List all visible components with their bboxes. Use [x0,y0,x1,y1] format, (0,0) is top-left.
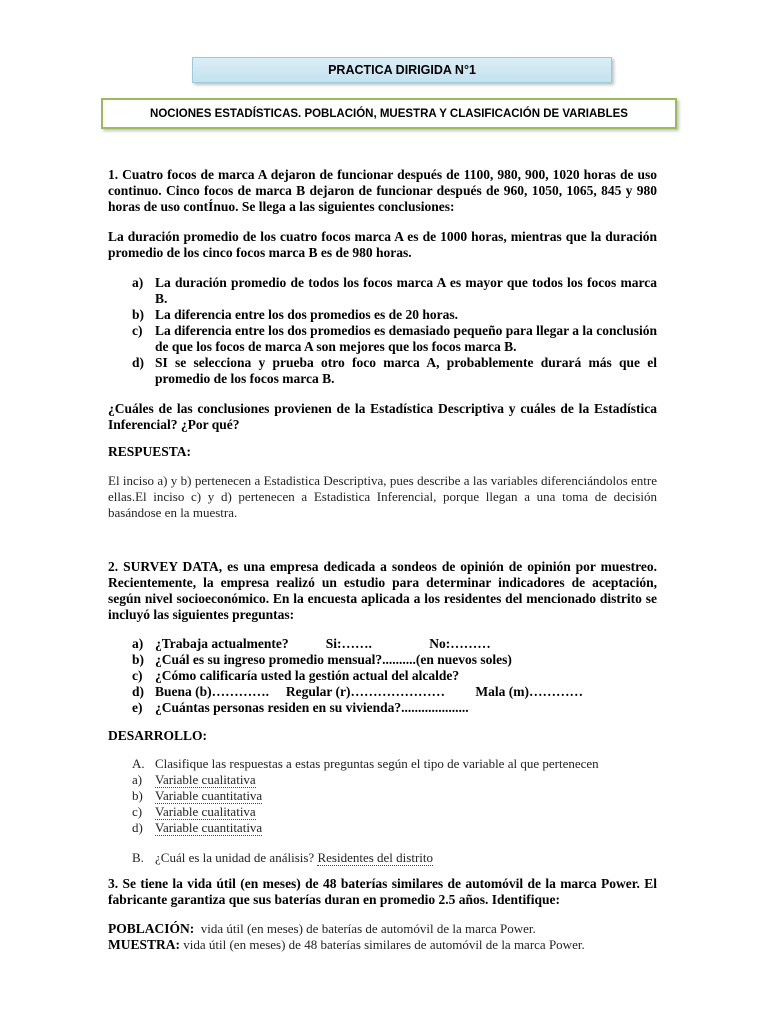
q2-option: c) ¿Cómo calificaría usted la gestión actual del alcalde? [132,668,460,683]
q2-part-b: B. ¿Cuál es la unidad de análisis? Residentes del distrito [132,850,433,865]
practice-title: PRACTICA DIRIGIDA N°1 [328,63,476,77]
q1-option: c) La diferencia entre los dos promedios es demasiado pequeño para llegar a la conclusión de que los focos de marca A son mejores que los focos marca B. [132,323,657,354]
muestra-label: MUESTRA: [108,937,181,952]
topic-title: NOCIONES ESTADÍSTICAS. POBLACIÓN, MUESTRA Y CLASIFICACIÓN DE VARIABLES [150,107,628,120]
practice-title-box [192,57,612,83]
q2-answer-item: c) Variable cualitativa [132,804,256,819]
q3-statement: 3. Se tiene la vida útil (en meses) de 48 baterías similares de automóvil de la marca Power. El fabricante garantiza que sus baterías duran en promedio 2.5 años. Identifique: [108,876,657,907]
q1-answer: El inciso a) y b) pertenecen a Estadistica Descriptiva, pues describe a las variables diferenciándolos entre ellas.El inciso c) y d) pertenecen a Estadistica Inferencial, porque llegan a una toma de decisión basándose en la muestra. [108,473,657,520]
q2-option: a) ¿Trabaja actualmente? Si:……. No:……… [132,636,491,651]
q2-answer-item: a) Variable cualitativa [132,772,256,787]
q1-option: a) La duración promedio de todos los focos marca A es mayor que todos los focos marca B. [132,275,657,306]
q2-part-b-answer: Residentes del distrito [317,850,433,865]
q3-poblacion [108,921,657,937]
q1-option: b) La diferencia entre los dos promedios es de 20 horas. [132,307,458,322]
poblacion-label: POBLACIÓN: [108,921,195,936]
document-body [108,167,657,953]
q2-answer-item: d) Variable cuantitativa [132,820,263,835]
q2-option: b) ¿Cuál es su ingreso promedio mensual?..........(en nuevos soles) [132,652,512,667]
q1-statement: 1. Cuatro focos de marca A dejaron de funcionar después de 1100, 980, 900, 1020 horas de uso continuo. Cinco focos de marca B dejaron de funcionar después de 960, 1050, 1065, 845 y 980 horas de uso contÍnuo. Se llega a las siguientes conclusiones: [108,167,657,214]
q1-question: ¿Cuáles de las conclusiones provienen de la Estadística Descriptiva y cuáles de la Estadística Inferencial? ¿Por qué? [108,401,657,432]
q1-option: d) SI se selecciona y prueba otro foco marca A, probablemente durará más que el promedio de los focos marca B. [132,355,657,386]
q2-statement: 2. SURVEY DATA, es una empresa dedicada a sondeos de opinión de opinión por muestreo. Recientemente, la empresa realizó un estudio para determinar indicadores de aceptación, según nivel socioeconómico. En la encuesta aplicada a los residentes del mencionado distrito se incluyó las siguientes preguntas: [108,559,657,622]
poblacion-text: vida útil (en meses) de baterías de automóvil de la marca Power. [194,921,536,936]
q2-answer-item: b) Variable cuantitativa [132,788,263,803]
muestra-text: vida útil (en meses) de 48 baterías similares de automóvil de la marca Power. [180,937,585,952]
q1-options [108,275,657,387]
q2-options [108,636,657,716]
q2-option: d) Buena (b)…………. Regular (r)………………… Mala (m)………… [132,684,583,699]
q2-option: e) ¿Cuántas personas residen en su vivienda?.................... [132,700,469,715]
q1-answer-label: RESPUESTA: [108,444,192,459]
q2-dev-label: DESARROLLO: [108,728,208,743]
q2-part-a: A. Clasifique las respuestas a estas preguntas según el tipo de variable al que pertenecen [132,756,599,771]
q2-answers [108,756,657,866]
q3-muestra [108,937,657,953]
topic-title-box [101,98,677,129]
q1-intro: La duración promedio de los cuatro focos marca A es de 1000 horas, mientras que la duración promedio de los cinco focos marca B es de 980 horas. [108,229,657,260]
